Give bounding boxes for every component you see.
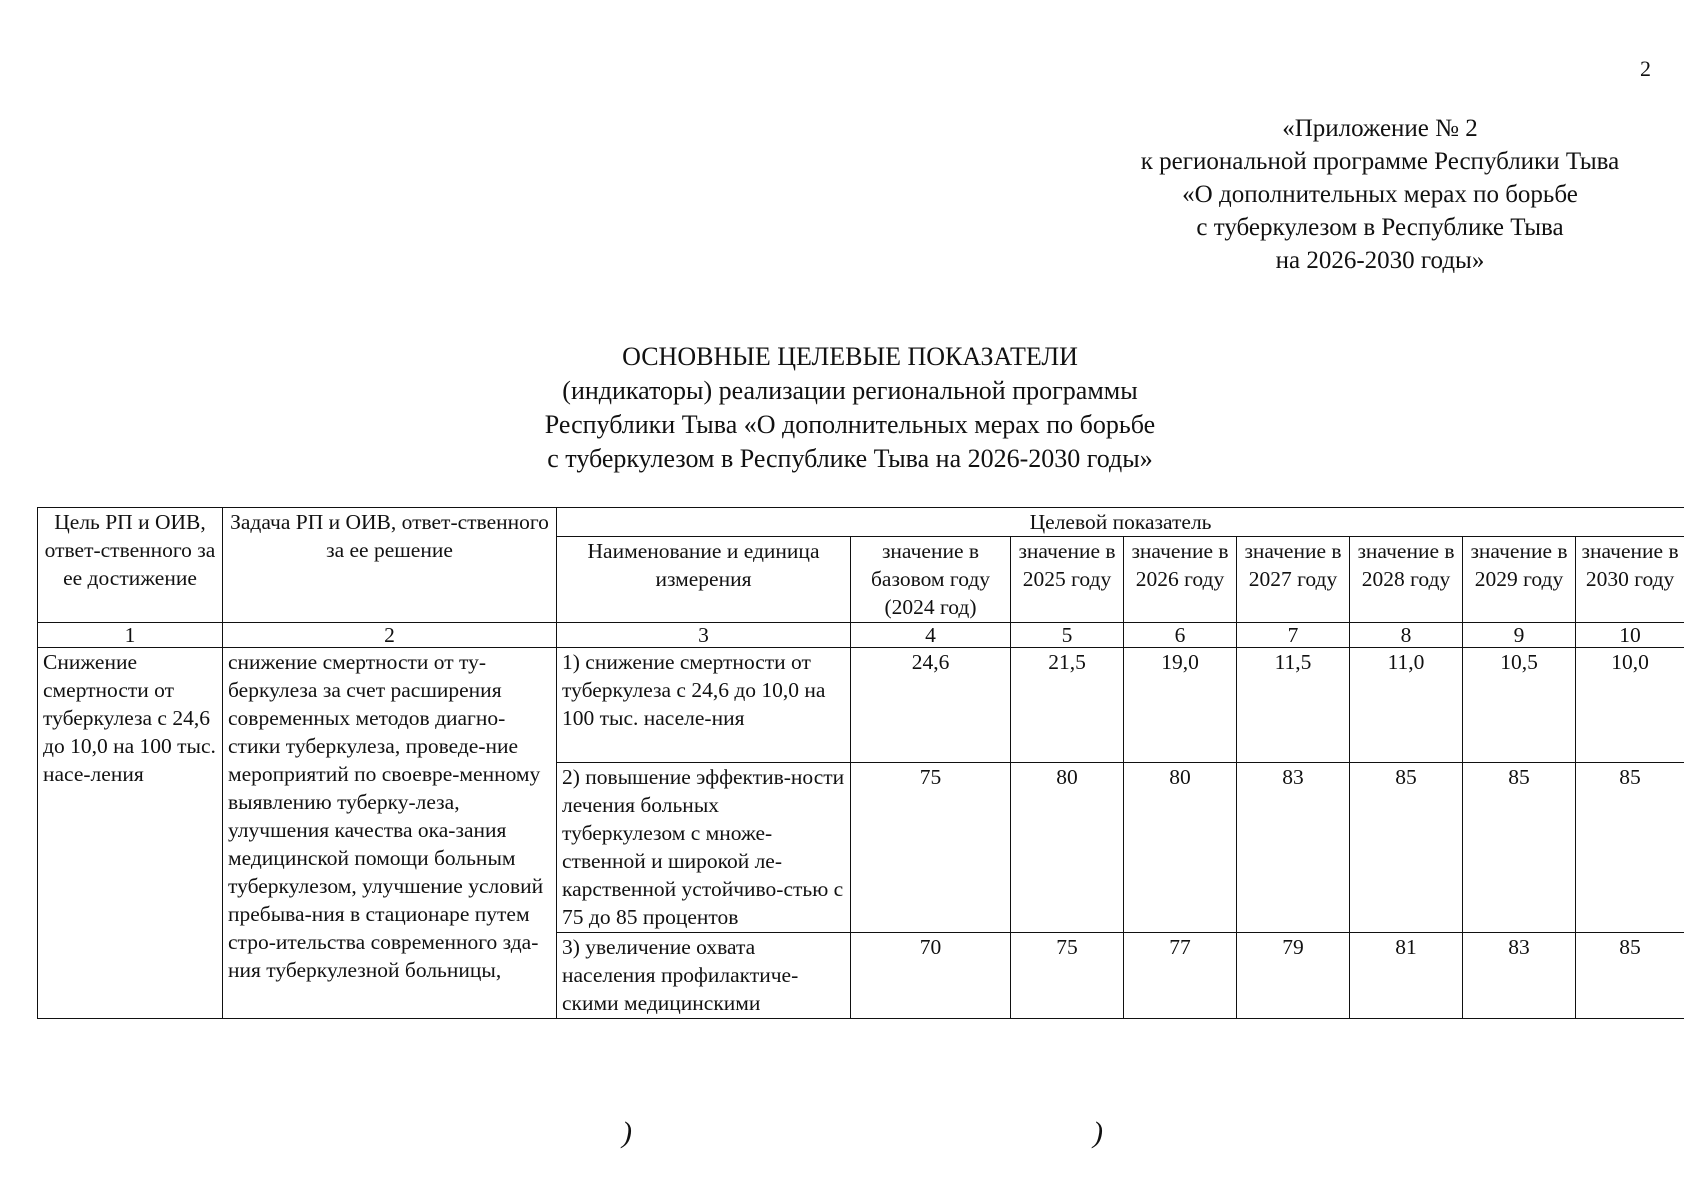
task-cell: снижение смертности от ту-беркулеза за счет расширения современных методов диагно-стики туберкулеза, проведе-ние мероприятий по своевре-менному выявлению туберку-леза, улучшения качества ока-зания медицинской помощи больным туберкулезом, улучшение условий пребыва-ния в стационаре путем стро-ительства современного зда-ния туберкулезной больницы, bbox=[223, 648, 557, 1019]
title-line: Республики Тыва «О дополнительных мерах по борьбе bbox=[544, 410, 1156, 439]
value-2029: 83 bbox=[1463, 933, 1576, 1019]
column-number: 4 bbox=[851, 623, 1011, 648]
value-2028: 11,0 bbox=[1350, 648, 1463, 763]
value-2026: 19,0 bbox=[1124, 648, 1237, 763]
appendix-line: с туберкулезом в Республике Тыва bbox=[1196, 214, 1564, 241]
column-number: 8 bbox=[1350, 623, 1463, 648]
value-2030: 85 bbox=[1576, 763, 1685, 933]
value-2026: 80 bbox=[1124, 763, 1237, 933]
footer-mark: ) bbox=[1093, 1116, 1103, 1149]
appendix-line: к региональной программе Республики Тыва bbox=[1140, 148, 1620, 175]
value-2029: 85 bbox=[1463, 763, 1576, 933]
value-2030: 85 bbox=[1576, 933, 1685, 1019]
column-number: 6 bbox=[1124, 623, 1237, 648]
header-2030: значение в 2030 году bbox=[1576, 537, 1685, 623]
header-2028: значение в 2028 году bbox=[1350, 537, 1463, 623]
value-2030: 10,0 bbox=[1576, 648, 1685, 763]
header-target-indicator: Целевой показатель bbox=[557, 508, 1685, 537]
column-number: 7 bbox=[1237, 623, 1350, 648]
value-2027: 11,5 bbox=[1237, 648, 1350, 763]
column-number: 2 bbox=[223, 623, 557, 648]
header-goal: Цель РП и ОИВ, ответ-ственного за ее достижение bbox=[38, 508, 223, 623]
indicator-name: 2) повышение эффектив-ности лечения больных туберкулезом с множе-ственной и широкой ле-карственной устойчиво-стью с 75 до 85 процентов bbox=[557, 763, 851, 933]
value-2025: 80 bbox=[1011, 763, 1124, 933]
value-2026: 77 bbox=[1124, 933, 1237, 1019]
header-2025: значение в 2025 году bbox=[1011, 537, 1124, 623]
header-2027: значение в 2027 году bbox=[1237, 537, 1350, 623]
page-number: 2 bbox=[1640, 56, 1651, 81]
header-name-unit: Наименование и единица измерения bbox=[557, 537, 851, 623]
footer-mark: ) bbox=[622, 1116, 632, 1149]
value-2027: 79 bbox=[1237, 933, 1350, 1019]
header-2026: значение в 2026 году bbox=[1124, 537, 1237, 623]
table-row bbox=[38, 648, 1685, 763]
value-2025: 21,5 bbox=[1011, 648, 1124, 763]
appendix-line: «О дополнительных мерах по борьбе bbox=[1182, 181, 1578, 208]
document-title bbox=[400, 340, 1300, 476]
goal-cell: Снижение смертности от туберкулеза с 24,6 до 10,0 на 100 тыс. насе-ления bbox=[38, 648, 223, 1019]
indicators-table-wrapper bbox=[37, 507, 1684, 1019]
value-base: 70 bbox=[851, 933, 1011, 1019]
value-2028: 81 bbox=[1350, 933, 1463, 1019]
indicator-name: 1) снижение смертности от туберкулеза с 24,6 до 10,0 на 100 тыс. населе-ния bbox=[557, 648, 851, 763]
column-number: 9 bbox=[1463, 623, 1576, 648]
value-2029: 10,5 bbox=[1463, 648, 1576, 763]
indicators-table bbox=[37, 507, 1684, 1019]
header-task: Задача РП и ОИВ, ответ-ственного за ее решение bbox=[223, 508, 557, 623]
appendix-caption bbox=[1080, 112, 1680, 277]
title-line: ОСНОВНЫЕ ЦЕЛЕВЫЕ ПОКАЗАТЕЛИ bbox=[622, 342, 1078, 371]
header-base-year: значение в базовом году (2024 год) bbox=[851, 537, 1011, 623]
column-number: 5 bbox=[1011, 623, 1124, 648]
appendix-line: на 2026-2030 годы» bbox=[1275, 247, 1485, 274]
value-2027: 83 bbox=[1237, 763, 1350, 933]
indicator-name: 3) увеличение охвата населения профилактиче-скими медицинскими bbox=[557, 933, 851, 1019]
title-line: с туберкулезом в Республике Тыва на 2026-2030 годы» bbox=[547, 444, 1153, 473]
value-base: 75 bbox=[851, 763, 1011, 933]
title-line: (индикаторы) реализации региональной программы bbox=[562, 376, 1138, 405]
header-2029: значение в 2029 году bbox=[1463, 537, 1576, 623]
column-number: 1 bbox=[38, 623, 223, 648]
value-base: 24,6 bbox=[851, 648, 1011, 763]
column-number: 10 bbox=[1576, 623, 1685, 648]
appendix-line: «Приложение № 2 bbox=[1282, 115, 1478, 142]
value-2028: 85 bbox=[1350, 763, 1463, 933]
column-number: 3 bbox=[557, 623, 851, 648]
value-2025: 75 bbox=[1011, 933, 1124, 1019]
